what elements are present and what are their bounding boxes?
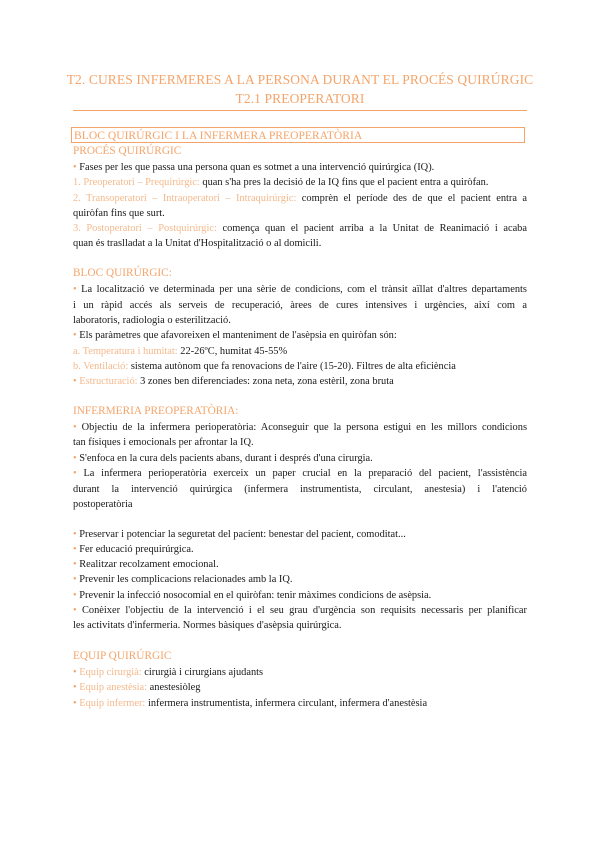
list-item [73,543,527,557]
paragraph-text: Prevenir les complicacions relacionades amb la IQ. [79,574,293,585]
term-text: anestesiòleg [149,682,201,693]
list-item [73,697,527,711]
list-item [73,467,527,481]
bullet-dot-icon: • [73,529,77,540]
paragraph-text: Els paràmetres que afavoreixen el manteniment de l'asèpsia en quiròfan són: [79,330,397,341]
bullet-dot-icon: • [73,376,77,387]
term-text: comprèn el període des de que el pacient entra a [301,193,527,204]
list-item [73,345,527,359]
term-text: cirurgià i cirurgians ajudants [144,667,264,678]
term-text: 3 zones ben diferenciades: zona neta, zona estèril, zona bruta [140,376,394,387]
list-item [73,558,527,572]
bullet-dot-icon: • [73,698,77,709]
boxed-heading: BLOC QUIRÚRGIC I LA INFERMERA PREOPERATÒRIA [71,127,525,143]
list-item [73,375,527,389]
paragraph-text: Prevenir la infecció nosocomial en el quiròfan: tenir màximes condicions de asèpsia. [79,590,432,601]
term-text: infermera instrumentista, infermera circulant, infermera d'anestèsia [147,698,428,709]
term-label: Estructuració: [79,376,138,387]
bullet-dot-icon: • [73,590,77,601]
document-title: T2. CURES INFERMERES A LA PERSONA DURANT EL PROCÉS QUIRÚRGIC [66,72,534,87]
list-item [73,452,527,466]
list-item [73,666,527,680]
paragraph-text: La infermera perioperatòria exerceix un paper crucial en la preparació del pacient, l'assistència [83,468,528,479]
term-label: 3. Postoperatori – Postquirúrgic: [73,223,217,234]
list-item [73,329,527,343]
bullet-dot-icon: • [73,574,77,585]
section-heading-proces: PROCÉS QUIRÚRGIC [73,145,182,157]
term-label: a. Temperatura i humitat: [73,346,178,357]
bullet-dot-icon: • [73,468,77,479]
list-item [73,604,527,618]
paragraph-text: Objectiu de la infermera perioperatòria: Aconseguir que la persona estigui en les millors condicions [81,422,527,433]
bullet-dot-icon: • [73,682,77,693]
paragraph-continuation: postoperatòria [73,499,133,510]
paragraph-continuation: tan físiques i emocionals per afrontar la IQ. [73,437,254,448]
list-item [73,681,527,695]
list-item [73,528,527,542]
list-item [73,176,527,190]
term-label: b. Ventilació: [73,361,129,372]
paragraph-text: Fases per les que passa una persona quan es sotmet a una intervenció quirúrgica (IQ). [79,162,435,173]
bullet-dot-icon: • [73,284,77,295]
paragraph-text: Preservar i potenciar la seguretat del pacient: benestar del pacient, comoditat... [79,529,406,540]
term-label: Equip anestèsia: [79,682,148,693]
paragraph-continuation: les activitats d'infermeria. Normes bàsiques d'asèpsia quirúrgica. [73,620,342,631]
list-item [73,421,527,435]
bullet-dot-icon: • [73,667,77,678]
bullet-dot-icon: • [73,605,77,616]
term-text: quan s'ha pres la decisió de la IQ fins que el pacient entra a quiròfan. [202,177,489,188]
term-label: Equip infermer: [79,698,146,709]
paragraph-text: Fer educació prequirúrgica. [79,544,194,555]
term-label: 1. Preoperatori – Prequirúrgic: [73,177,200,188]
term-text: comença quan el pacient arriba a la Unitat de Reanimació i acaba [222,223,527,234]
bullet-dot-icon: • [73,330,77,341]
term-label: 2. Transoperatori – Intraoperatori – Intraquirúrgic: [73,193,297,204]
paragraph-text: S'enfoca en la cura dels pacients abans, durant i després d'una cirurgia. [79,453,373,464]
list-item [73,589,527,603]
paragraph-continuation: quiròfan fins que surt. [73,208,165,219]
bullet-dot-icon: • [73,422,77,433]
bullet-dot-icon: • [73,162,77,173]
term-text: sistema autònom que fa renovacions de l'aire (15-20). Filtres de alta eficiència [130,361,456,372]
paragraph-text: La localització ve determinada per una sèrie de condicions, com el trànsit aïllat d'altres departaments [81,284,527,295]
paragraph-continuation: quan és traslladat a la Unitat d'Hospitalització o al domicili. [73,238,322,249]
paragraph-text: Conèixer l'objectiu de la intervenció i el seu grau d'urgència son requisits necessaris per planificar [81,605,527,616]
list-item [73,283,527,297]
list-item [73,573,527,587]
title-divider [73,110,527,111]
list-item [73,161,527,175]
bullet-dot-icon: • [73,453,77,464]
document-subtitle: T2.1 PREOPERATORI [235,91,365,106]
term-text: 22-26ºC, humitat 45-55% [180,346,288,357]
paragraph-text: Realitzar recolzament emocional. [79,559,219,570]
section-heading-infermeria: INFERMERIA PREOPERATÒRIA: [73,405,239,417]
paragraph-continuation: laboratoris, radiologia o esterilització. [73,315,231,326]
section-heading-bloc: BLOC QUIRÚRGIC: [73,267,172,279]
section-heading-equip: EQUIP QUIRÚRGIC [73,650,172,662]
bullet-dot-icon: • [73,559,77,570]
list-item [73,192,527,206]
list-item [73,222,527,236]
list-item [73,360,527,374]
term-label: Equip cirurgià: [79,667,142,678]
paragraph-continuation: i un ràpid accés als serveis de recuperació, àrees de cures intensives i urgències, així com a [73,300,527,311]
bullet-dot-icon: • [73,544,77,555]
paragraph-continuation: durant la intervenció quirúrgica (infermera instrumentista, circulant, anestesia) i l'atenció [73,484,527,495]
